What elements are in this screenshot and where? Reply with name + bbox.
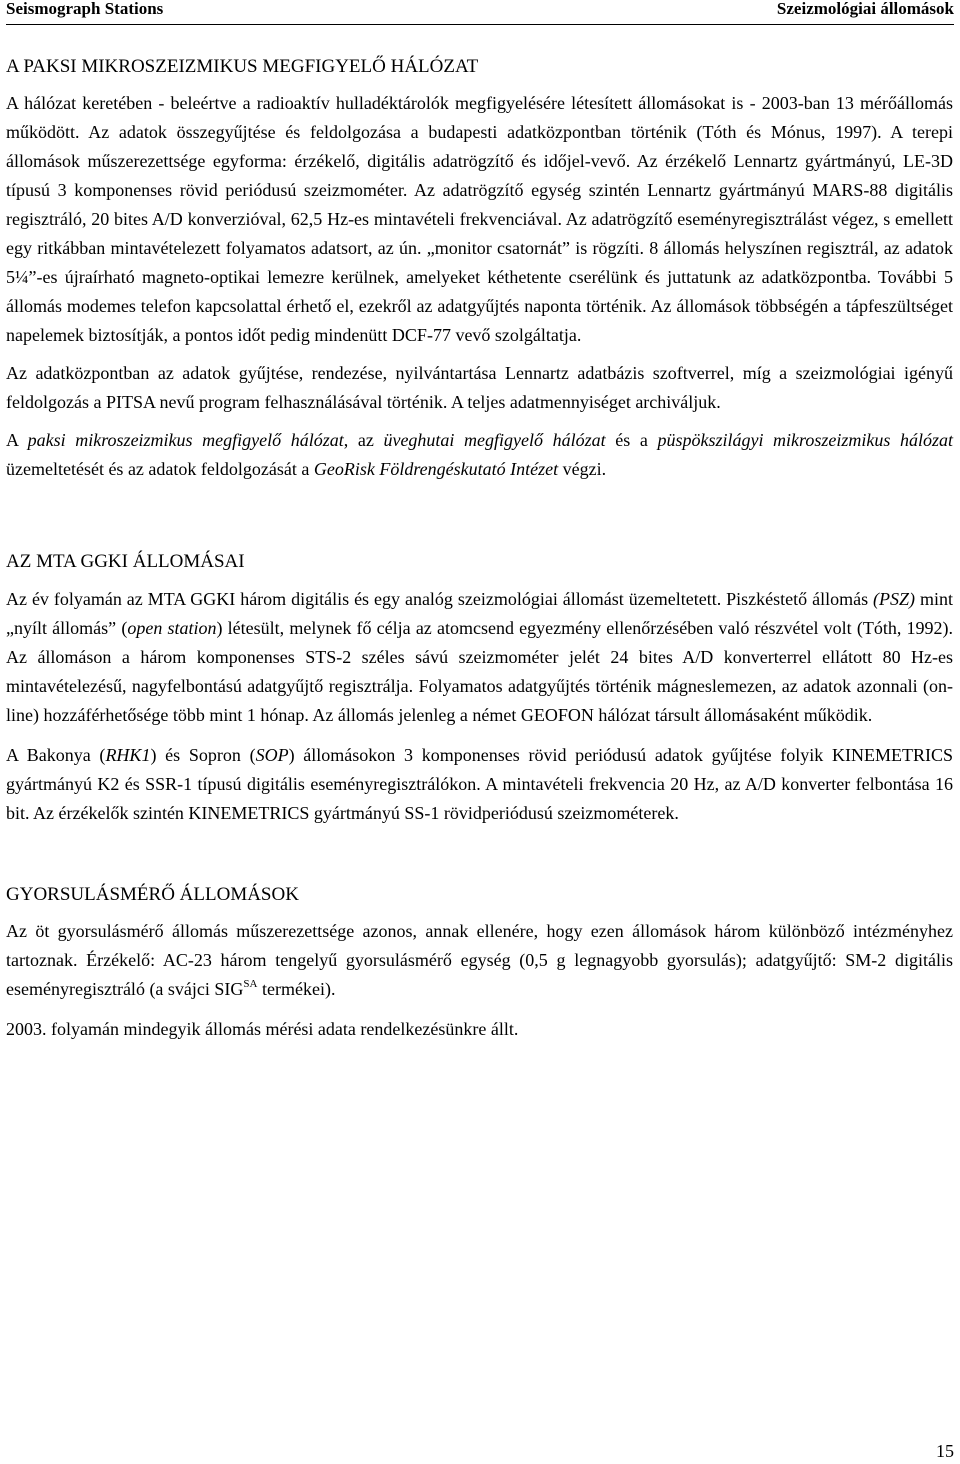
text-run: A xyxy=(6,430,28,450)
paragraph-data-availability: 2003. folyamán mindegyik állomás mérési adata rendelkezésünkre állt. xyxy=(6,1019,519,1039)
paragraph-paks-network: A hálózat keretében - beleértve a radioaktív hulladéktárolók megfigyelésére létesített állomásokat is - 2003-ban 13 mérőállomás működött. Az adatok összegyűjtése és feldolgozása a budapesti adatközpontban történik (Tóth és Mónus, 1997). A terepi állomások műszerezettsége egyforma: érzékelő, digitális adatrögzítő és időjel-vevő. Az érzékelő Lennartz gyártmányú, LE-3D típusú 3 komponenses rövid periódusú szeizmométer. Az adatrögzítő egység szintén Lennartz gyártmányú MARS-88 digitális regisztráló, 20 bites A/D konverzióval, 62,5 Hz-es mintavételi frekvenciával. Az adatrögzítő eseményregisztrálást végez, s emellett egy ritkábban mintavételezett folyamatos adatsort, az ún. „monitor csatornát” is rögzíti. 8 állomás helyszínen regisztrál, az adatok 5¼”-es újraírható magneto-optikai lemezre kerülnek, amelyeket kéthetente cserélünk és juttatunk az adatközpontba. További 5 állomás modemes telefon kapcsolattal érhető el, ezekről az adatgyűjtés naponta történik. Az állomások többségén a tápfeszültséget napelemek biztosítják, a pontos időt pedig mindenütt DCF-77 vevő szolgáltatja. xyxy=(6,93,953,345)
section-mta-ggki-stations xyxy=(6,551,953,828)
italic-institute-name: GeoRisk Földrengéskutató Intézet xyxy=(313,459,559,479)
text-run: ) létesült, melynek fő célja az atomcsend egyezmény ellenőrzésében való részvétel volt (Tóth, 1992). Az állomáson a három komponenses STS-2 széles sávú szeizmométer jelét 24 bites A/D konverterrel ellátott 80 Hz-es mintavételezésű, nagyfelbontású adatgyűjtő regisztrálja. Folyamatos adatgyűjtés történik mágneslemezen, az adatok azonnali (on-line) hozzáférhetősége több mint 1 hónap. Az állomás jelenleg a német GEOFON hálózat társult állomásaként működik. xyxy=(6,618,954,725)
italic-network-name: paksi mikroszeizmikus megfigyelő hálózat xyxy=(27,430,344,450)
text-run: és a xyxy=(605,430,658,450)
section-title-accelerometer: GYORSULÁSMÉRŐ ÁLLOMÁSOK xyxy=(6,884,299,905)
text-run: üzemeltetését és az adatok feldolgozását a xyxy=(6,459,314,479)
text-run: , az xyxy=(343,430,384,450)
italic-network-name: üveghutai megfigyelő hálózat xyxy=(383,430,606,450)
text-run: ) és Sopron ( xyxy=(150,745,256,765)
italic-term: open station xyxy=(127,618,217,638)
italic-station-code: (PSZ) xyxy=(873,589,916,609)
section-title-mta-ggki: AZ MTA GGKI ÁLLOMÁSAI xyxy=(6,551,245,572)
paragraph-operators xyxy=(6,426,953,484)
page-content xyxy=(6,56,953,1044)
section-accelerometer-stations xyxy=(6,884,953,1044)
section-paks-network xyxy=(6,56,953,484)
text-run: termékei). xyxy=(257,979,336,999)
text-run: Az öt gyorsulásmérő állomás műszerezettsége azonos, annak ellenére, hogy ezen állomások három különböző intézményhez tartoznak. Érzékelő: AC-23 három tengelyű gyorsulásmérő egység (0,5 g legnagyobb gyorsulás); adatgyűjtő: SM-2 digitális eseményregisztráló (a svájci SIG xyxy=(6,921,953,999)
header-right-title: Szeizmológiai állomások xyxy=(776,0,954,18)
italic-network-name: püspökszilágyi mikroszeizmikus hálózat xyxy=(657,430,953,450)
paragraph-bakonya-sopron xyxy=(6,741,953,828)
page-header xyxy=(6,0,954,25)
section-title-paks: A PAKSI MIKROSZEIZMIKUS MEGFIGYELŐ HÁLÓZAT xyxy=(6,56,479,77)
paragraph-data-center: Az adatközpontban az adatok gyűjtése, rendezése, nyilvántartása Lennartz adatbázis szoftverrel, míg a szeizmológiai igényű feldolgozás a PITSA nevű program felhasználásával történik. A teljes adatmennyiséget archiváljuk. xyxy=(6,363,953,412)
paragraph-piszkesteto xyxy=(6,585,953,730)
italic-station-code: RHK1 xyxy=(105,745,151,765)
page-number: 15 xyxy=(936,1441,954,1461)
header-left-title: Seismograph Stations xyxy=(6,0,164,18)
paragraph-accelerometer-equipment xyxy=(6,917,953,1004)
text-run: végzi. xyxy=(558,459,607,479)
italic-station-code: SOP xyxy=(255,745,289,765)
text-run: ) állomásokon 3 komponenses rövid periódusú adatok gyűjtése folyik KINEMETRICS gyártmányú K2 és SSR-1 típusú digitális eseményregisztrálókon. A mintavételi frekvencia 20 Hz, az A/D konverter felbontása 16 bit. Az érzékelők szintén KINEMETRICS gyártmányú SS-1 rövidperiódusú szeizmométerek. xyxy=(6,745,953,823)
text-run: mint „nyílt állomás” ( xyxy=(6,589,953,638)
superscript-sa: SA xyxy=(243,978,258,990)
text-run: A Bakonya ( xyxy=(6,745,106,765)
text-run: Az év folyamán az MTA GGKI három digitális és egy analóg szeizmológiai állomást üzemeltetett. Piszkéstető állomás xyxy=(6,589,874,609)
